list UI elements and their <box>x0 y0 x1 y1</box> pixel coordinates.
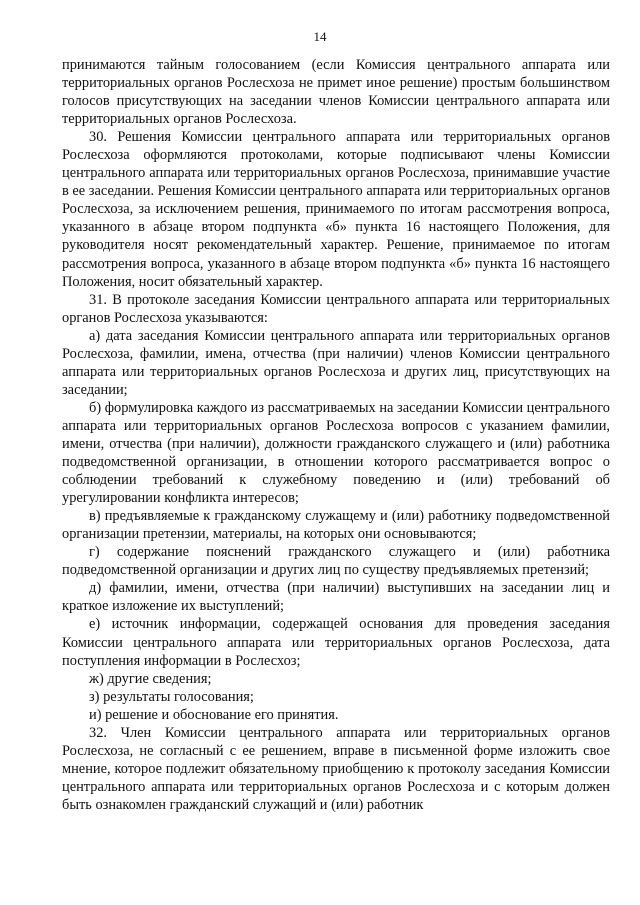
paragraph-31-v: в) предъявляемые к гражданскому служащему и (или) работнику подведомственной организации претензии, материалы, на которых они основываются; <box>62 508 610 543</box>
paragraph-31-zh: ж) другие сведения; <box>89 670 212 687</box>
paragraph-31-b: б) формулировка каждого из рассматриваемых на заседании Комиссии центрального аппарата или территориальных органов Рослесхоза вопросов с указанием фамилии, имени, отчества (при наличии), должности гражданского служащего и (или) работника подведомственной организации, в отношении которого рассматривается вопрос о соблюдении требований к служебному поведению и (или) требований об урегулировании конфликта интересов; <box>62 399 610 507</box>
paragraph-32: 32. Член Комиссии центрального аппарата или территориальных органов Рослесхоза, не согласный с ее решением, вправе в письменной форме изложить свое мнение, которое подлежит обязательному приобщению к протоколу заседания Комиссии центрального аппарата или территориальных органов Рослесхоза и с которым должен быть ознакомлен гражданский служащий и (или) работник <box>62 724 610 813</box>
paragraph-31-e: е) источник информации, содержащей основания для проведения заседания Комиссии центрального аппарата или территориальных органов Рослесхоза, дата поступления информации в Рослесхоз; <box>62 616 610 669</box>
paragraph-30: 30. Решения Комиссии центрального аппарата или территориальных органов Рослесхоза оформляются протоколами, которые подписывают члены Комиссии центрального аппарата или территориальных органов Рослесхоза, принимавшие участие в ее заседании. Решения Комиссии центрального аппарата или территориальных органов Рослесхоза, за исключением решения, принимаемого по итогам рассмотрения вопроса, указанного в абзаце втором подпункта «б» пункта 16 настоящего Положения, для руководителя носят рекомендательный характер. Решение, принимаемое по итогам рассмотрения вопроса, указанного в абзаце втором подпункта «б» пункта 16 настоящего Положения, носит обязательный характер. <box>62 129 610 290</box>
paragraph-31-d: д) фамилии, имени, отчества (при наличии) выступивших на заседании лиц и краткое изложение их выступлений; <box>62 580 610 615</box>
paragraph-31: 31. В протоколе заседания Комиссии центрального аппарата или территориальных органов Рослесхоза указываются: <box>62 291 610 326</box>
paragraph-31-i: и) решение и обоснование его принятия. <box>89 706 339 723</box>
paragraph-continuation: принимаются тайным голосованием (если Комиссия центрального аппарата или территориальных органов Рослесхоза не примет иное решение) простым большинством голосов присутствующих на заседании членов Комиссии центрального аппарата или территориальных органов Рослесхоза. <box>62 57 610 128</box>
document-body <box>62 56 610 814</box>
paragraph-31-a: а) дата заседания Комиссии центрального аппарата или территориальных органов Рослесхоза, фамилии, имена, отчества (при наличии) членов Комиссии центрального аппарата или территориальных органов Рослесхоза и других лиц, присутствующих на заседании; <box>62 327 610 398</box>
paragraph-31-g: г) содержание пояснений гражданского служащего и (или) работника подведомственной организации и других лиц по существу предъявляемых претензий; <box>62 544 610 579</box>
page-number: 14 <box>313 29 327 44</box>
paragraph-31-z: з) результаты голосования; <box>89 688 254 705</box>
